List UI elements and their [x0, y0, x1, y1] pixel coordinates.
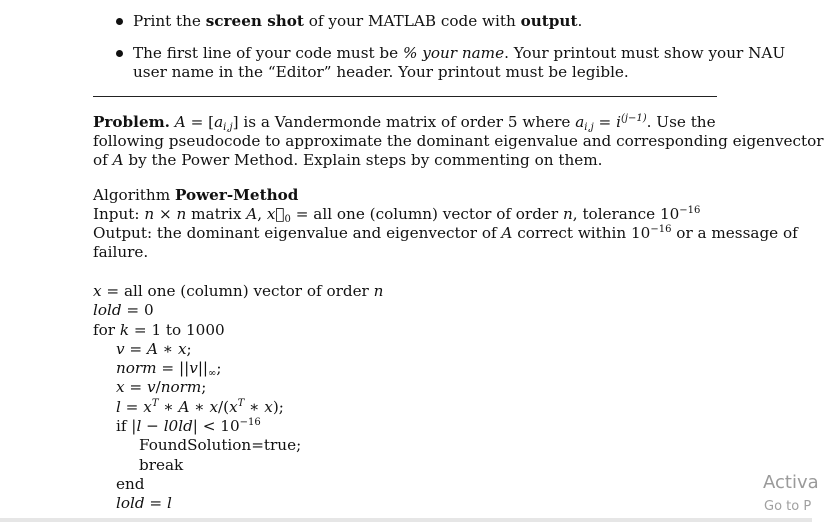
code-line-6: x = v/norm;	[116, 378, 207, 396]
code-line-9: FoundSolution=true;	[139, 436, 302, 454]
problem-line-3: of A by the Power Method. Explain steps by commenting on them.	[93, 151, 603, 169]
algorithm-title: Algorithm Power-Method	[93, 186, 299, 204]
problem-line-2: following pseudocode to approximate the dominant eigenvalue and corresponding eigenvector	[93, 132, 824, 150]
section-divider	[93, 96, 717, 97]
bullet-1-text: Print the screen shot of your MATLAB code with output.	[133, 12, 583, 30]
code-line-2: lold = 0	[93, 301, 154, 319]
algorithm-input: Input: n × n matrix A, $x⃗_0$ = all one (column) vector of order n, tolerance $10^{-16}$	[93, 205, 701, 225]
algorithm-output-line-2: failure.	[93, 243, 149, 261]
bullet-2-line-2: user name in the “Editor” header. Your printout must be legible.	[133, 63, 629, 81]
bullet-dot	[116, 50, 123, 57]
problem-label: Problem.	[93, 113, 170, 131]
bullet-2-line-1: The first line of your code must be % your name. Your printout must show your NAU	[133, 44, 786, 62]
code-line-5: norm = $||v||_\infty$;	[116, 359, 222, 379]
code-line-4: v = A ∗ x;	[116, 340, 192, 358]
problem-line-1: Problem. $A = [a_{i,j}]$ is a Vandermonde matrix of order 5 where $a_{i,j} = i^{(j-1)}$. Use the	[93, 113, 716, 133]
code-line-11: end	[116, 475, 145, 493]
activation-watermark-subtitle: Go to P	[764, 499, 812, 514]
code-line-12: lold = l	[116, 494, 172, 512]
bullet-dot	[116, 18, 123, 25]
code-line-1: x = all one (column) vector of order n	[93, 282, 384, 300]
bottom-edge	[0, 518, 812, 522]
code-line-3: for k = 1 to 1000	[93, 321, 225, 339]
code-line-7: $l = x^T$ ∗ A ∗ $x/(x^T$ ∗ x);	[116, 398, 284, 416]
activation-watermark-title: Activa	[763, 472, 819, 493]
code-line-10: break	[139, 456, 184, 474]
algorithm-output-line-1: Output: the dominant eigenvalue and eigenvector of A correct within $10^{-16}$ or a message of	[93, 224, 798, 242]
code-line-8: if $|l - l0ld| < 10^{-16}$	[116, 417, 261, 435]
